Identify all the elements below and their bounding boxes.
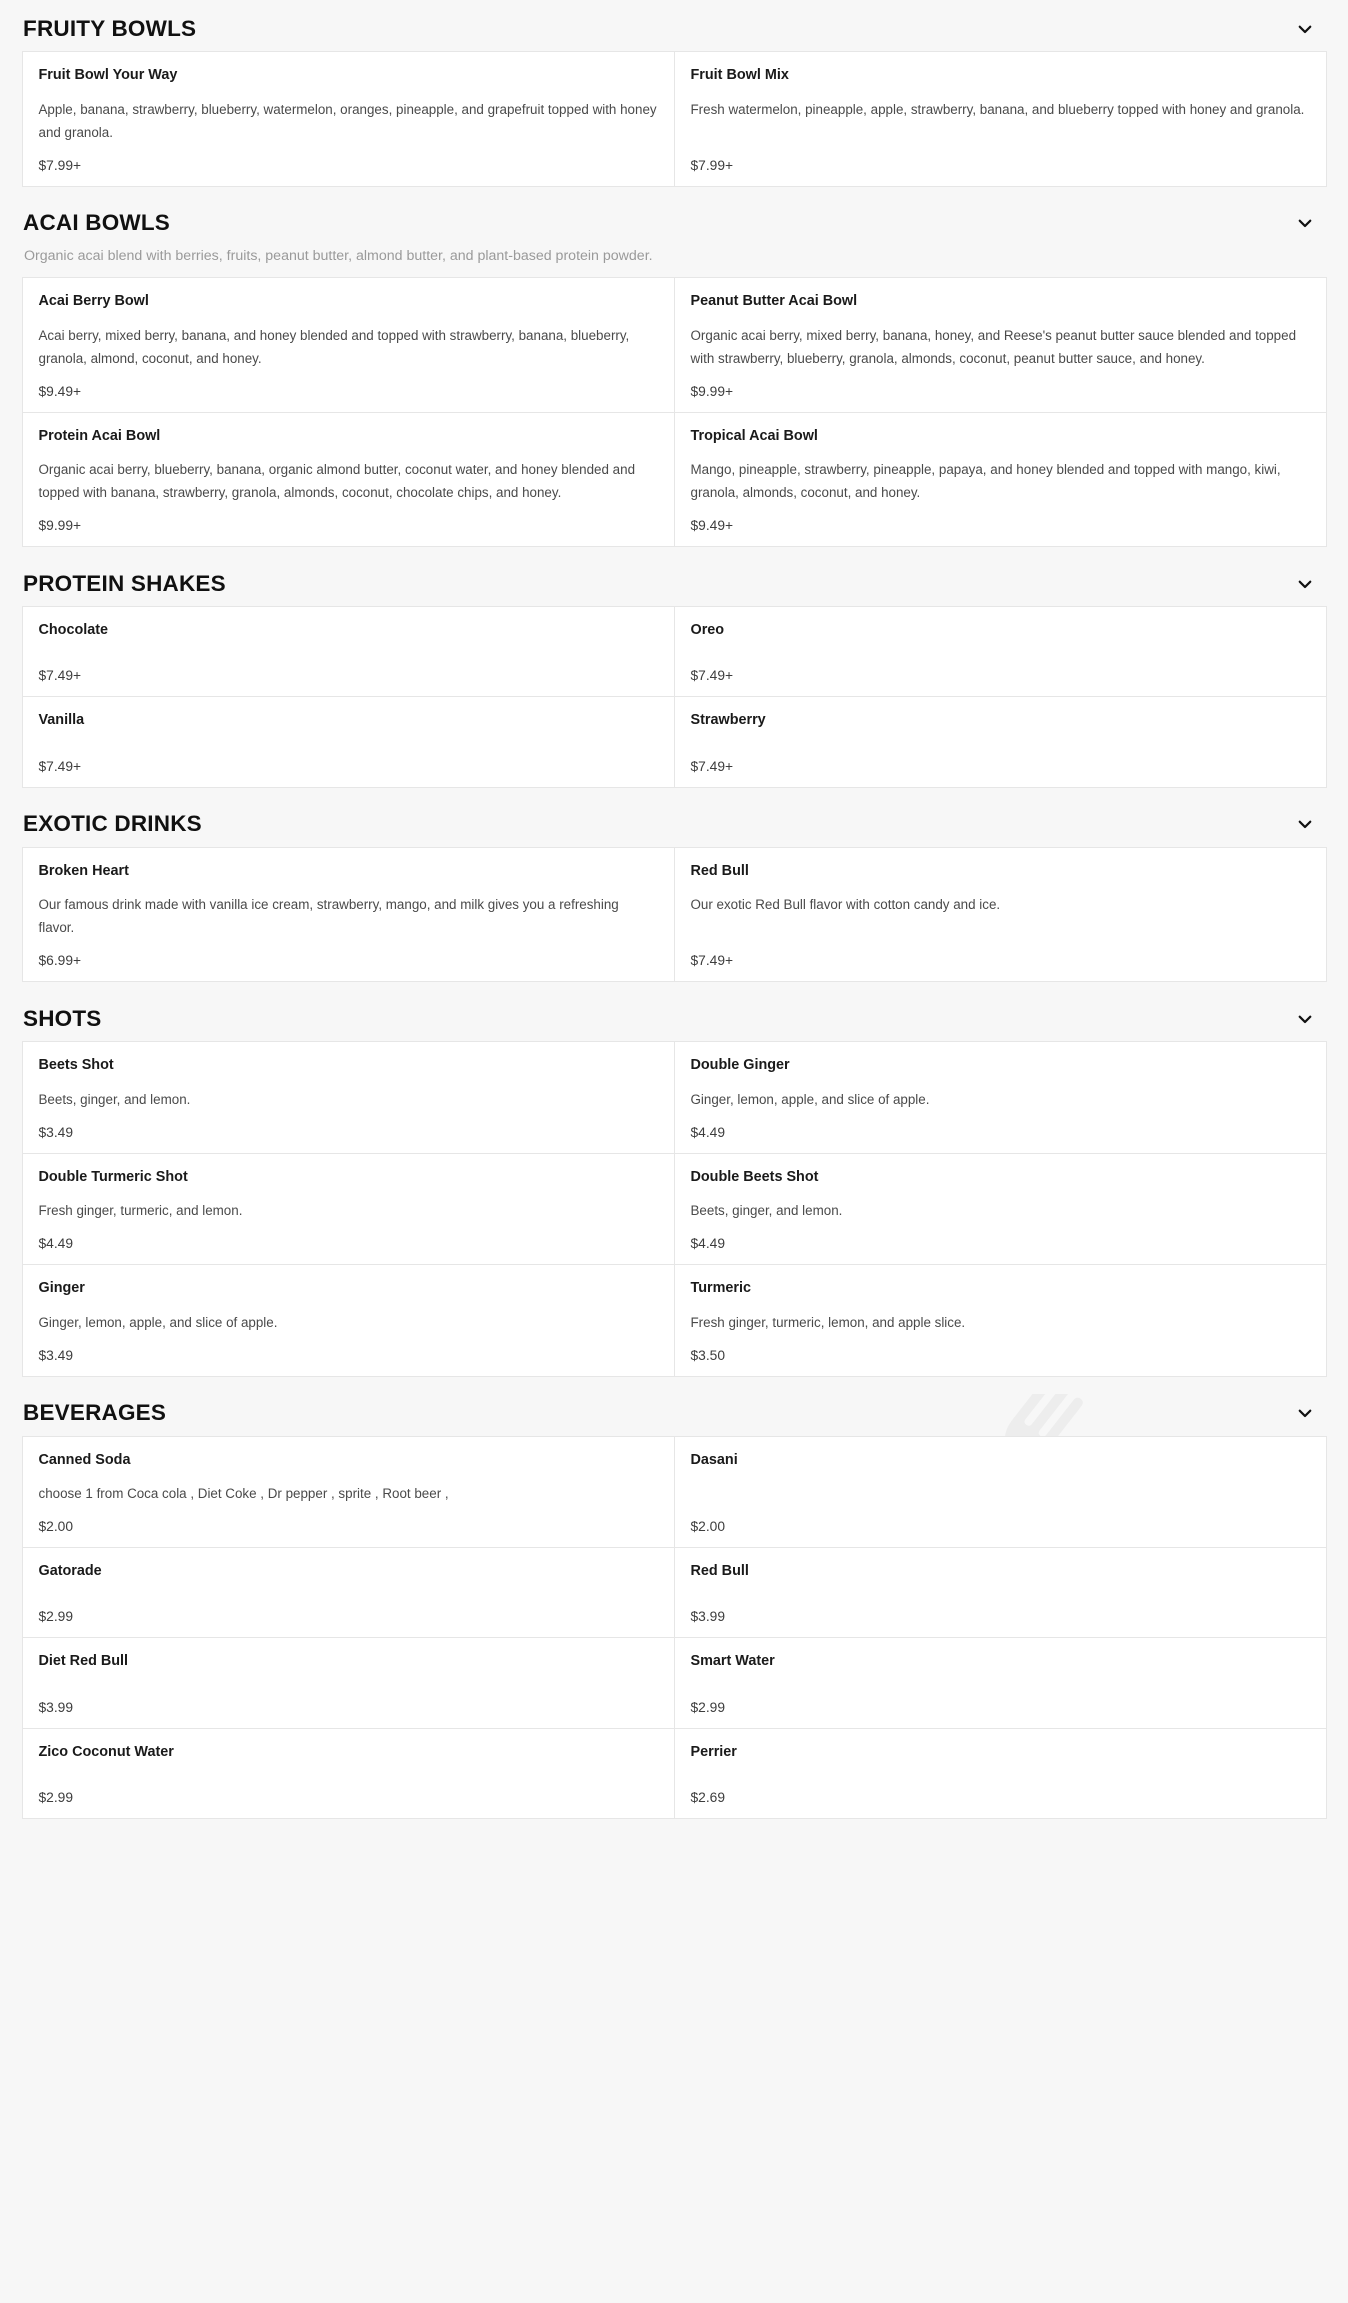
menu-item-name: Diet Red Bull [38, 1653, 129, 1670]
menu-item-name: Double Beets Shot [690, 1168, 819, 1185]
menu-item-price: $3.49 [38, 1347, 74, 1363]
menu-item-name: Acai Berry Bowl [38, 293, 149, 310]
menu-item[interactable] [674, 1728, 1327, 1819]
menu-item-price: $4.49 [690, 1236, 726, 1252]
menu-item[interactable] [674, 847, 1327, 983]
menu-item[interactable] [22, 1153, 675, 1265]
menu-item-description: Acai berry, mixed berry, banana, and honey blended and topped with strawberry, banana, blueberry, granola, almond, coconut, and honey. [38, 327, 630, 366]
menu-item-description: Apple, banana, strawberry, blueberry, watermelon, oranges, pineapple, and grapefruit topped with honey and granola. [38, 101, 657, 140]
menu-item-price: $2.69 [690, 1790, 726, 1806]
menu-item-price: $9.49+ [38, 383, 82, 399]
menu-section-beverages [22, 1384, 1326, 1819]
section-toggle-fruity-bowls[interactable] [22, 0, 1326, 52]
menu-item-price: $2.00 [690, 1518, 726, 1534]
menu-item-description: Beets, ginger, and lemon. [38, 1091, 191, 1107]
menu-item[interactable] [22, 1436, 675, 1548]
section-title: BEVERAGES [23, 1400, 167, 1426]
chevron-down-icon[interactable] [1296, 575, 1314, 593]
menu-item-name: Broken Heart [38, 862, 129, 879]
menu-item[interactable] [674, 1264, 1327, 1376]
section-title: PROTEIN SHAKES [23, 570, 226, 596]
menu-item-name: Ginger [38, 1280, 85, 1297]
menu-item-price: $4.49 [690, 1124, 726, 1140]
menu-item-price: $7.49+ [38, 668, 82, 684]
menu-item-price: $7.49+ [38, 758, 82, 774]
menu-section-shots [22, 990, 1326, 1376]
menu-item-price: $7.99+ [38, 157, 82, 173]
menu-item-price: $3.99 [38, 1699, 74, 1715]
menu-item-description: Organic acai berry, blueberry, banana, organic almond butter, coconut water, and honey blended and topped with banana, strawberry, granola, almonds, coconut, chocolate chips, and honey. [38, 462, 636, 501]
menu-item-name: Canned Soda [38, 1451, 131, 1468]
menu-items-grid [22, 278, 1326, 547]
menu-items-grid [22, 1436, 1326, 1819]
chevron-down-icon[interactable] [1296, 1404, 1314, 1422]
menu-item-name: Strawberry [690, 712, 766, 729]
menu-item[interactable] [674, 696, 1327, 787]
menu-items-grid [22, 52, 1326, 187]
section-title: FRUITY BOWLS [23, 16, 197, 41]
chevron-down-icon[interactable] [1296, 20, 1314, 38]
menu-item[interactable] [22, 277, 675, 413]
menu-item-name: Red Bull [690, 1562, 749, 1579]
menu-item-name: Zico Coconut Water [38, 1743, 174, 1760]
menu-item-price: $7.49+ [690, 953, 734, 969]
section-title: SHOTS [23, 1005, 102, 1031]
menu-item[interactable] [674, 1153, 1327, 1265]
menu-item[interactable] [22, 1041, 675, 1153]
menu-item-price: $3.50 [690, 1347, 726, 1363]
menu-item-description: Fresh ginger, turmeric, lemon, and apple slice. [690, 1314, 966, 1330]
menu-item-price: $3.49 [38, 1124, 74, 1140]
menu-section-exotic-drinks [22, 795, 1326, 981]
menu-item-name: Fruit Bowl Mix [690, 67, 789, 84]
section-title: EXOTIC DRINKS [23, 811, 202, 837]
chevron-down-icon[interactable] [1296, 815, 1314, 833]
menu-item-price: $4.49 [38, 1236, 74, 1252]
menu-item-name: Smart Water [690, 1653, 775, 1670]
menu-item[interactable] [674, 51, 1327, 187]
menu-items-grid [22, 847, 1326, 982]
menu-item-name: Fruit Bowl Your Way [38, 67, 178, 84]
menu-section-fruity-bowls [22, 0, 1326, 186]
section-title: ACAI BOWLS [23, 210, 170, 236]
menu-item-name: Gatorade [38, 1562, 102, 1579]
menu-item-price: $2.99 [690, 1699, 726, 1715]
menu-item[interactable] [22, 1547, 675, 1638]
menu-item[interactable] [674, 1637, 1327, 1728]
menu-item-price: $9.99+ [38, 518, 82, 534]
menu-item-name: Chocolate [38, 622, 109, 639]
section-description: Organic acai blend with berries, fruits, peanut butter, almond butter, and plant-based protein powder. [24, 248, 653, 265]
menu-item-name: Vanilla [38, 712, 85, 729]
menu-items-grid [22, 607, 1326, 788]
menu-item[interactable] [674, 1436, 1327, 1548]
menu-item-name: Turmeric [690, 1280, 752, 1297]
menu-item-name: Red Bull [690, 862, 749, 879]
menu-item[interactable] [22, 1637, 675, 1728]
menu-item-description: Our famous drink made with vanilla ice cream, strawberry, mango, and milk gives you a refreshing flavor. [38, 897, 619, 936]
menu-section-acai-bowls [22, 194, 1326, 546]
menu-item-description: Ginger, lemon, apple, and slice of apple. [690, 1091, 930, 1107]
menu-item-name: Oreo [690, 622, 725, 639]
menu-item[interactable] [674, 1547, 1327, 1638]
menu-item-price: $9.49+ [690, 518, 734, 534]
menu-item-name: Tropical Acai Bowl [690, 427, 818, 444]
menu-items-grid [22, 1042, 1326, 1376]
menu-item[interactable] [22, 1264, 675, 1376]
menu-item[interactable] [22, 847, 675, 983]
menu-item-description: Our exotic Red Bull flavor with cotton candy and ice. [690, 897, 1001, 913]
menu-item-name: Double Ginger [690, 1057, 790, 1074]
menu-item-description: Mango, pineapple, strawberry, pineapple, papaya, and honey blended and topped with mango, kiwi, granola, almonds, coconut, and honey. [690, 462, 1281, 501]
menu-item-description: Organic acai berry, mixed berry, banana, honey, and Reese's peanut butter sauce blended and topped with strawberry, blueberry, granola, almonds, coconut, peanut butter sauce, and honey. [690, 327, 1297, 366]
menu-item-name: Protein Acai Bowl [38, 427, 161, 444]
menu-item-price: $7.49+ [690, 758, 734, 774]
menu-item-name: Double Turmeric Shot [38, 1168, 188, 1185]
chevron-down-icon[interactable] [1296, 214, 1314, 232]
menu-item[interactable] [22, 412, 675, 548]
chevron-down-icon[interactable] [1296, 1010, 1314, 1028]
menu-item-description: Beets, ginger, and lemon. [690, 1203, 843, 1219]
menu-item[interactable] [674, 277, 1327, 413]
menu-item[interactable] [674, 1041, 1327, 1153]
menu-item-price: $2.99 [38, 1609, 74, 1625]
menu-item[interactable] [674, 412, 1327, 548]
menu-item-price: $2.00 [38, 1518, 74, 1534]
menu-item-price: $7.49+ [690, 668, 734, 684]
menu-item-name: Beets Shot [38, 1057, 114, 1074]
menu-item-price: $6.99+ [38, 953, 82, 969]
menu-item[interactable] [674, 606, 1327, 697]
menu-item-description: Ginger, lemon, apple, and slice of apple. [38, 1314, 278, 1330]
menu-item[interactable] [22, 606, 675, 697]
section-toggle-exotic-drinks[interactable] [22, 795, 1326, 847]
menu-item-name: Perrier [690, 1743, 737, 1760]
menu-item[interactable] [22, 51, 675, 187]
section-toggle-acai-bowls[interactable] [22, 194, 1326, 246]
menu-item-description: Fresh watermelon, pineapple, apple, strawberry, banana, and blueberry topped with honey and granola. [690, 101, 1305, 117]
menu-item-price: $9.99+ [690, 383, 734, 399]
menu-item-name: Peanut Butter Acai Bowl [690, 293, 858, 310]
menu-section-protein-shakes [22, 555, 1326, 788]
section-toggle-beverages[interactable] [22, 1384, 1326, 1436]
section-toggle-shots[interactable] [22, 990, 1326, 1042]
menu-item-price: $3.99 [690, 1609, 726, 1625]
menu-item-description: choose 1 from Coca cola , Diet Coke , Dr pepper , sprite , Root beer , [38, 1485, 449, 1501]
menu-item[interactable] [22, 1728, 675, 1819]
section-toggle-protein-shakes[interactable] [22, 555, 1326, 607]
menu-item-description: Fresh ginger, turmeric, and lemon. [38, 1203, 243, 1219]
menu-item[interactable] [22, 696, 675, 787]
menu-item-price: $2.99 [38, 1790, 74, 1806]
menu-item-price: $7.99+ [690, 157, 734, 173]
menu-item-name: Dasani [690, 1451, 738, 1468]
